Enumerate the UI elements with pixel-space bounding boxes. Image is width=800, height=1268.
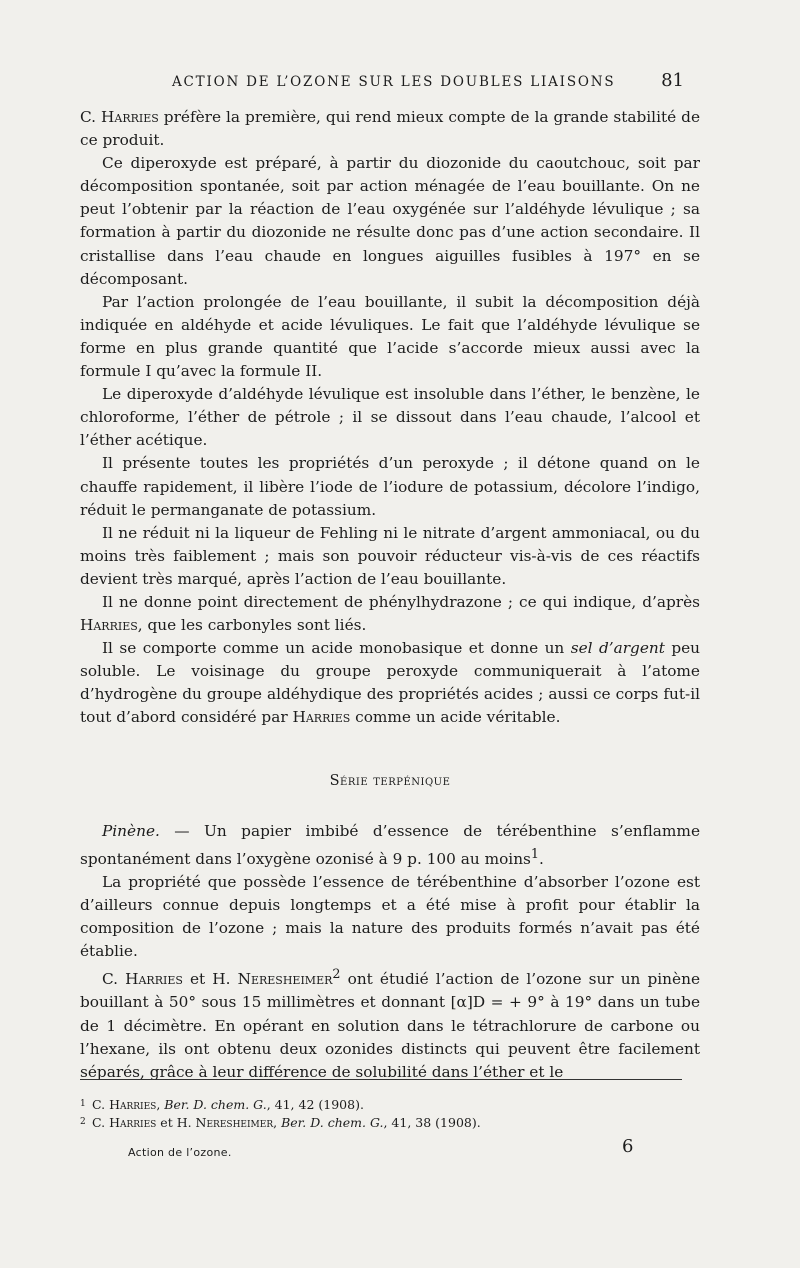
text-run: , 41, 38 (1908). — [383, 1115, 481, 1130]
footnote-number: 2 — [80, 1117, 86, 1127]
author-name: Harries — [109, 1097, 157, 1112]
paragraph: Il ne réduit ni la liqueur de Fehling ni le nitrate d’argent ammoniacal, ou du moins très faiblement ; mais son pouvoir réducteur vis-à-vis de ces réactifs devient très marqué, après l’action de l’eau bouillante. — [80, 523, 700, 588]
paragraph — [80, 591, 700, 637]
paragraph — [80, 820, 700, 871]
paragraph: Ce diperoxyde est préparé, à partir du diozonide du caoutchouc, soit par décomposition spontanée, soit par action ménagée de l’eau bouillante. On ne peut l’obtenir par la réaction de l’eau oxygénée sur l’aldéhyde lévulique ; sa formation à partir du diozonide ne résulte donc pas d’une action secondaire. Il cristallise dans l’eau chaude en longues aiguilles fusibles à 197° en se décomposant. — [80, 154, 700, 288]
journal-title: Ber. D. chem. G. — [281, 1115, 384, 1130]
author-name: Neresheimer — [237, 970, 333, 989]
signature-number: 6 — [622, 1136, 634, 1157]
footnote: 1 C. Harries, Ber. D. chem. G., 41, 42 (1908). — [80, 1097, 364, 1112]
text-run: C. — [92, 1115, 110, 1130]
author-name: Harries — [101, 108, 159, 126]
author-name: Harries — [109, 1115, 157, 1130]
footnote-ref[interactable]: 1 — [530, 846, 540, 862]
page-number: 81 — [661, 70, 684, 91]
paragraph — [80, 106, 700, 152]
text-run: comme un acide véritable. — [350, 708, 561, 727]
italic-term: sel d’argent — [570, 639, 665, 658]
paragraph: Il présente toutes les propriétés d’un peroxyde ; il détone quand on le chauffe rapidement, il libère l’iode de l’iodure de potassium, décolore l’indigo, réduit le permanganate de potassium. — [80, 454, 700, 519]
text-run: C. — [92, 1097, 110, 1112]
text-run: et H. — [156, 1115, 196, 1130]
text-run: Il se comporte comme un acide monobasique et donne un — [102, 639, 571, 658]
main-text — [80, 106, 700, 1084]
author-name: Harries — [80, 616, 138, 635]
text-run: , 41, 42 (1908). — [266, 1097, 364, 1112]
author-name: Neresheimer — [195, 1115, 274, 1130]
author-name: Harries — [125, 970, 183, 989]
text-run: C. — [80, 108, 102, 126]
text-run: Il ne donne point directement de phénylhydrazone ; ce qui indique, d’après — [102, 592, 700, 611]
footnotes — [80, 1079, 682, 1132]
text-run: et H. — [182, 970, 238, 989]
section-heading: Série terpénique — [329, 772, 451, 789]
paragraph — [80, 637, 700, 729]
running-header — [80, 70, 700, 96]
paragraph: La propriété que possède l’essence de térébenthine d’absorber l’ozone est d’ailleurs connue depuis longtemps et a été mise à profit pour établir la composition de l’ozone ; mais la nature des produits formés n’avait pas été établie. — [80, 872, 700, 961]
running-title: ACTION DE L’OZONE SUR LES DOUBLES LIAISONS — [172, 74, 616, 90]
text-run: peu soluble. Le voisinage du groupe peroxyde communiquerait à l’atome d’hydrogène du groupe aldéhydique des propriétés acides ; aussi ce corps fut-il tout d’abord considéré par — [80, 639, 701, 727]
paragraph — [80, 963, 700, 1084]
footnote-ref[interactable]: 2 — [332, 967, 341, 983]
footnote-number: 1 — [80, 1099, 86, 1109]
footnote: 2 C. Harries et H. Neresheimer, Ber. D. chem. G., 41, 38 (1908). — [80, 1115, 481, 1130]
text-run: . — [539, 849, 544, 868]
signature-label: Action de l’ozone. — [128, 1146, 232, 1159]
author-name: Harries — [292, 708, 351, 727]
text-run: préfère la première, qui rend mieux compte de la grande stabilité de ce produit. — [80, 108, 701, 150]
text-run: — Un papier imbibé d’essence de térébenthine s’enflamme spontanément dans l’oxygène ozonisé à 9 p. 100 au moins — [80, 821, 700, 868]
paragraph: Le diperoxyde d’aldéhyde lévulique est insoluble dans l’éther, le benzène, le chloroforme, l’éther de pétrole ; il se dissout dans l’eau chaude, l’alcool et l’éther acétique. — [80, 385, 700, 450]
text-run: C. — [102, 970, 126, 989]
paragraph: Par l’action prolongée de l’eau bouillante, il subit la décomposition déjà indiquée en aldéhyde et acide lévuliques. Le fait que l’aldéhyde lévulique se forme en plus grande quantité que l’acide s’accorde mieux aussi avec la formule I qu’avec la formule II. — [80, 292, 700, 381]
italic-term: Pinène. — [102, 821, 160, 840]
journal-title: Ber. D. chem. G. — [164, 1097, 267, 1112]
text-run: ont étudié l’action de l’ozone sur un pinène bouillant à 50° sous 15 millimètres et donnant [α]D = + 9° à 19° dans un tube de 1 décimètre. En opérant en solution dans le tétrachlorure de carbone ou l’hexane, ils ont obtenu deux ozonides distincts qui peuvent être facilement séparés, grâce à leur différence de solubilité dans l’éther et le — [80, 970, 700, 1081]
text-run: , que les carbonyles sont liés. — [137, 616, 367, 635]
